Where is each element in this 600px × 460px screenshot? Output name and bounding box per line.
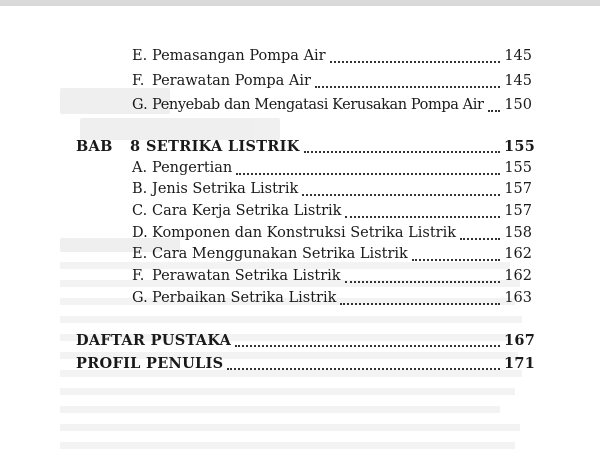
chapter-number: 8 <box>130 138 141 155</box>
leader-dots <box>412 259 500 261</box>
entry-page: 157 <box>504 203 532 219</box>
toc-entry[interactable] <box>132 246 532 266</box>
leader-dots <box>345 216 500 218</box>
entry-title: Pemasangan Pompa Air <box>152 48 326 64</box>
leader-dots <box>304 151 500 153</box>
backmatter-page: 167 <box>504 332 536 349</box>
entry-letter: F. <box>132 73 145 89</box>
entry-title: Jenis Setrika Listrik <box>152 181 299 197</box>
entry-title: Perawatan Setrika Listrik <box>152 268 341 284</box>
entry-title: Perbaikan Setrika Listrik <box>152 290 337 306</box>
entry-page: 155 <box>504 160 532 176</box>
entry-letter: F. <box>132 268 145 284</box>
toc-entry[interactable] <box>132 225 532 245</box>
leader-dots <box>315 86 500 88</box>
toc-entry[interactable] <box>132 97 532 117</box>
entry-letter: B. <box>132 181 148 197</box>
leader-dots <box>460 238 500 240</box>
toc-entry[interactable] <box>132 203 532 223</box>
toc-backmatter-profil-penulis[interactable] <box>76 355 536 375</box>
entry-page: 162 <box>504 246 532 262</box>
entry-title: Penyebab dan Mengatasi Kerusakan Pompa Air <box>152 97 484 113</box>
toc-backmatter-daftar-pustaka[interactable] <box>76 332 536 352</box>
entry-letter: G. <box>132 97 148 113</box>
leader-dots <box>302 194 500 196</box>
entry-letter: D. <box>132 225 148 241</box>
backmatter-title: DAFTAR PUSTAKA <box>76 332 232 349</box>
leader-dots <box>330 61 500 63</box>
entry-title: Cara Kerja Setrika Listrik <box>152 203 342 219</box>
entry-title: Komponen dan Konstruksi Setrika Listrik <box>152 225 457 241</box>
chapter-bab: BAB <box>76 138 113 155</box>
toc-entry[interactable] <box>132 290 532 310</box>
entry-letter: G. <box>132 290 148 306</box>
entry-letter: A. <box>132 160 148 176</box>
leader-dots <box>235 345 500 347</box>
entry-page: 157 <box>504 181 532 197</box>
entry-title: Pengertian <box>152 160 233 176</box>
leader-dots <box>345 281 500 283</box>
entry-page: 158 <box>504 225 532 241</box>
leader-dots <box>340 303 500 305</box>
chapter-page: 155 <box>504 138 536 155</box>
entry-page: 150 <box>504 97 532 113</box>
entry-letter: C. <box>132 203 148 219</box>
entry-page: 145 <box>504 48 532 64</box>
leader-dots <box>236 173 500 175</box>
leader-dots <box>227 368 500 370</box>
entry-page: 162 <box>504 268 532 284</box>
entry-letter: E. <box>132 48 148 64</box>
leader-dots <box>488 110 500 112</box>
backmatter-page: 171 <box>504 355 536 372</box>
page-edge <box>0 0 600 6</box>
backmatter-title: PROFIL PENULIS <box>76 355 224 372</box>
entry-page: 145 <box>504 73 532 89</box>
toc-entry[interactable] <box>132 160 532 180</box>
entry-page: 163 <box>504 290 532 306</box>
chapter-title: SETRIKA LISTRIK <box>146 138 300 155</box>
toc-entry[interactable] <box>132 48 532 68</box>
toc-entry[interactable] <box>132 73 532 93</box>
entry-title: Perawatan Pompa Air <box>152 73 311 89</box>
entry-title: Cara Menggunakan Setrika Listrik <box>152 246 408 262</box>
entry-letter: E. <box>132 246 148 262</box>
chapter-heading[interactable] <box>76 138 536 158</box>
toc-entry[interactable] <box>132 268 532 288</box>
toc-entry[interactable] <box>132 181 532 201</box>
